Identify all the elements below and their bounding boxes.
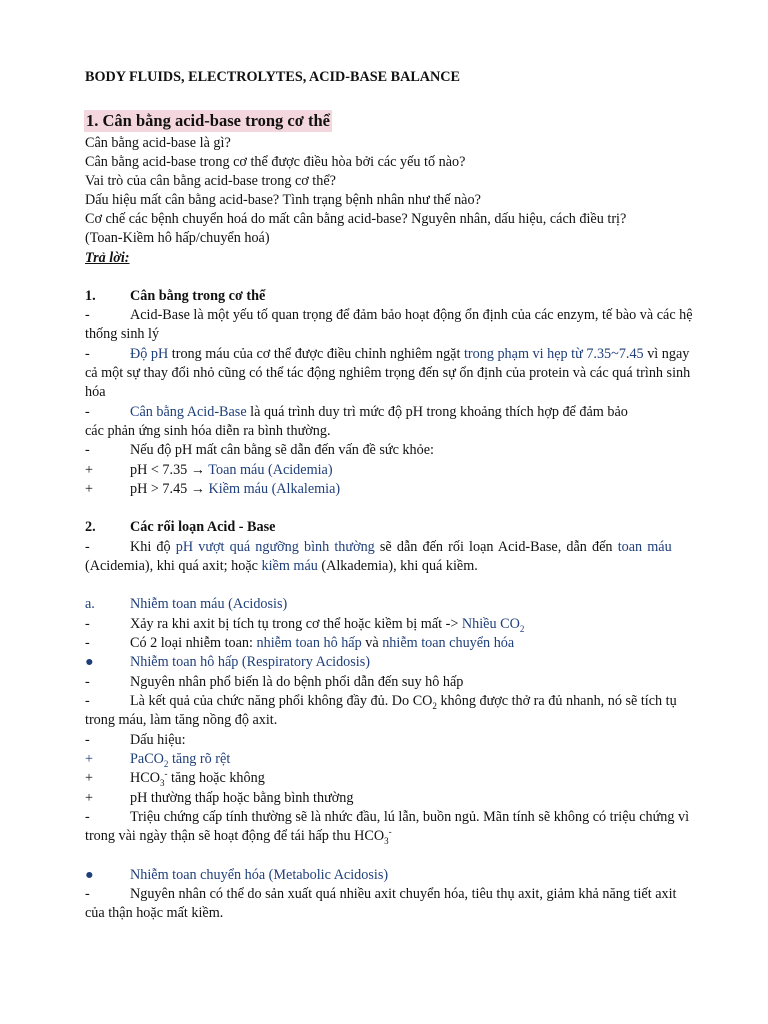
bullet-marker: -: [85, 635, 90, 651]
topic-title: Nhiễm toan hô hấp (Respiratory Acidosis): [130, 654, 370, 670]
question-line: (Toan-Kiềm hô hấp/chuyển hoá): [85, 230, 270, 246]
bullet-marker: -: [85, 732, 90, 748]
bullet-text: Nguyên nhân có thể do sản xuất quá nhiều axit chuyển hóa, tiêu thụ axit, giảm khả năng tiết axit: [130, 886, 677, 902]
sign-text: pH thường thấp hoặc bằng bình thường: [130, 790, 354, 806]
bullet-text: [130, 692, 730, 710]
bullet-marker: -: [85, 404, 90, 420]
text-run: Là kết quả của chức năng phổi không đầy đủ. Do CO: [130, 693, 433, 709]
section-title: Các rối loạn Acid - Base: [130, 519, 276, 535]
ph-threshold-term: pH vượt quá ngưỡng bình thường: [175, 539, 375, 555]
text-run: trong vài ngày thận sẽ hoạt động để tái hấp thu HCO: [85, 828, 385, 844]
text-run: PaCO: [130, 751, 164, 767]
bullet-dot: ●: [85, 867, 94, 883]
bullet-marker: -: [85, 616, 90, 632]
bullet-text-cont: thống sinh lý: [85, 326, 160, 342]
text-run: Khi độ: [130, 539, 176, 555]
acid-base-term: Cân bằng Acid-Base: [130, 404, 247, 420]
text-run: và: [361, 635, 383, 651]
subscript: 3: [384, 835, 389, 846]
ph-range: trong phạm vi hẹp từ 7.35~7.45: [463, 346, 644, 362]
bullet-text: Nếu độ pH mất cân bằng sẽ dẫn đến vấn đề sức khỏe:: [130, 442, 434, 458]
answer-label-line: [85, 249, 685, 267]
subsection-title: Nhiễm toan máu (Acidosis): [130, 596, 288, 612]
section-heading: 1. Cân bằng acid-base trong cơ thể: [86, 111, 330, 130]
text-run: trong máu của cơ thể được điều chỉnh nghiêm ngặt: [168, 346, 464, 362]
bullet-text-cont: cả một sự thay đổi nhỏ cũng có thể tác động nghiêm trọng đến sự ổn định của protein và các quá trình sinh: [85, 365, 691, 381]
question-line: Vai trò của cân bằng acid-base trong cơ thể?: [85, 173, 336, 189]
kiem-mau-term: kiềm máu: [261, 558, 318, 574]
answer-label: Trả lời:: [85, 250, 130, 266]
superscript: -: [388, 826, 392, 837]
question-line: Dấu hiệu mất cân bằng acid-base? Tình trạng bệnh nhân như thế nào?: [85, 192, 481, 208]
text-run: Có 2 loại nhiễm toan:: [130, 635, 257, 651]
plus-marker: +: [85, 481, 94, 497]
subscript: 3: [159, 777, 165, 788]
bullet-text: Nguyên nhân phổ biến là do bệnh phổi dẫn đến suy hô hấp: [130, 674, 464, 690]
subscript: 2: [432, 700, 437, 711]
text-run: tăng hoặc không: [167, 770, 265, 786]
section-number: 1.: [85, 288, 96, 304]
acidemia-term: Toan máu (Acidemia): [208, 462, 333, 478]
sub-bullet-text: [130, 480, 730, 498]
bullet-text: [130, 615, 730, 633]
bullet-text: [130, 403, 730, 421]
text-run: Nhiều CO: [461, 616, 520, 632]
toan-mau-term: toan máu: [617, 539, 672, 555]
section-1-heading: [0, 287, 768, 305]
sign-text: [130, 769, 730, 787]
bullet-text-cont: các phản ứng sinh hóa diễn ra bình thường.: [85, 423, 331, 439]
bullet-marker: -: [85, 346, 90, 362]
topic-title: Nhiễm toan chuyển hóa (Metabolic Acidosis): [130, 867, 389, 883]
bullet-text-cont: [85, 557, 685, 575]
subscript: 2: [519, 623, 525, 634]
sub-bullet-text: [130, 461, 730, 479]
alkalemia-term: Kiềm máu (Alkalemia): [208, 481, 341, 497]
question-line: Cơ chế các bệnh chuyển hoá do mất cân bằng acid-base? Nguyên nhân, dấu hiệu, cách điều trị?: [85, 211, 627, 227]
bullet-text-cont: trong máu, làm tăng nồng độ axit.: [85, 712, 278, 728]
text-run: pH < 7.35 →: [130, 462, 209, 478]
question-line: Cân bằng acid-base là gì?: [85, 135, 231, 151]
superscript: -: [164, 768, 168, 779]
bullet-text: [130, 538, 730, 556]
plus-marker: +: [85, 790, 94, 806]
text-run: (Acidemia), khi quá axit; hoặc: [85, 558, 262, 574]
text-run: tăng rõ rệt: [168, 751, 231, 767]
bullet-marker: -: [85, 307, 90, 323]
text-run: sẽ dẫn đến rối loạn Acid-Base, dẫn đến: [374, 539, 618, 555]
bullet-text: Acid-Base là một yếu tố quan trọng để đảm bảo hoạt động ổn định của các enzym, tế bào và các hệ: [130, 307, 693, 323]
plus-marker: +: [85, 751, 94, 767]
bullet-marker: -: [85, 693, 90, 709]
bullet-text-cont: hóa: [85, 384, 106, 400]
bullet-marker: -: [85, 539, 90, 555]
subsection-letter: a.: [85, 596, 95, 612]
text-run: Xảy ra khi axit bị tích tụ trong cơ thể hoặc kiềm bị mất ->: [130, 616, 462, 632]
text-run: là quá trình duy trì mức độ pH trong khoảng thích hợp để đảm bảo: [246, 404, 628, 420]
text-run: không được thở ra đủ nhanh, nó sẽ tích tụ: [436, 693, 677, 709]
section-title: Cân bằng trong cơ thể: [130, 288, 266, 304]
ph-term: Độ pH: [130, 346, 169, 362]
co2-term: [462, 616, 524, 632]
text-run: (Alkademia), khi quá kiềm.: [317, 558, 478, 574]
bullet-text: [130, 634, 730, 652]
bullet-marker: -: [85, 674, 90, 690]
text-run: vì ngay: [643, 346, 690, 362]
bullet-dot: ●: [85, 654, 94, 670]
bullet-text: Dấu hiệu:: [130, 732, 186, 748]
subscript: 2: [163, 758, 169, 769]
document-title: BODY FLUIDS, ELECTROLYTES, ACID-BASE BALANCE: [85, 69, 461, 85]
bullet-text-cont: của thận hoặc mất kiềm.: [85, 905, 224, 921]
plus-marker: +: [85, 462, 94, 478]
resp-acidosis-term: nhiễm toan hô hấp: [256, 635, 362, 651]
bullet-text: [130, 345, 730, 363]
question-line: Cân bằng acid-base trong cơ thể được điều hòa bởi các yếu tố nào?: [85, 154, 466, 170]
bullet-marker: -: [85, 809, 90, 825]
bullet-text-cont: [85, 827, 685, 845]
plus-marker: +: [85, 770, 94, 786]
metabolic-acidosis-term: nhiễm toan chuyển hóa: [382, 635, 515, 651]
bullet-text: Triệu chứng cấp tính thường sẽ là nhức đầu, lú lẫn, buồn ngủ. Mãn tính sẽ không có triệu chứng vì: [130, 809, 690, 825]
text-run: pH > 7.45 →: [130, 481, 209, 497]
bullet-marker: -: [85, 442, 90, 458]
text-run: HCO: [130, 770, 160, 786]
section-number: 2.: [85, 519, 96, 535]
sign-text: [130, 750, 730, 768]
bullet-marker: -: [85, 886, 90, 902]
